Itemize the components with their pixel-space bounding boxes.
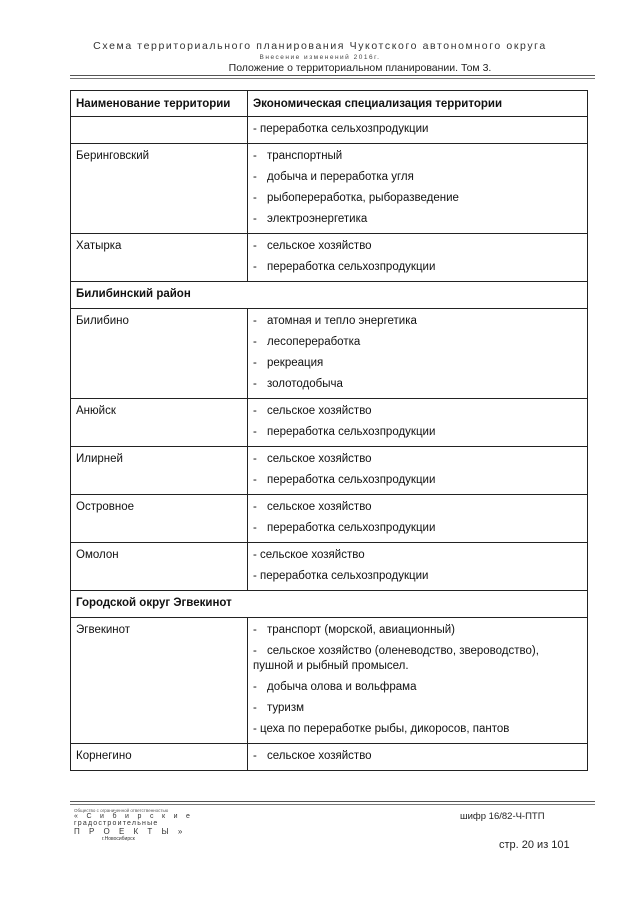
list-item-text: сельское хозяйство (267, 501, 372, 513)
footer-rule (70, 801, 595, 802)
territory-name: Илирней (71, 447, 248, 495)
table-section-row (71, 591, 588, 618)
list-item (253, 677, 582, 698)
specialization-list (248, 618, 588, 744)
list-item-text: - переработка сельхозпродукции (253, 123, 429, 135)
list-item-text: переработка сельхозпродукции (267, 261, 436, 273)
table-row (71, 399, 588, 447)
bullet-dash: - (253, 171, 257, 183)
list-item (253, 119, 582, 140)
bullet-dash: - (253, 426, 257, 438)
territory-name (71, 117, 248, 144)
territory-name: Билибино (71, 309, 248, 399)
table-header-row (71, 91, 588, 117)
list-item (253, 641, 582, 677)
list-item (253, 566, 582, 587)
page-number: стр. 20 из 101 (499, 839, 570, 851)
bullet-dash: - (253, 336, 257, 348)
bullet-dash: - (253, 750, 257, 762)
list-item (253, 311, 582, 332)
bullet-dash: - (253, 240, 257, 252)
table-row (71, 447, 588, 495)
table-body (71, 91, 588, 771)
table-row (71, 234, 588, 282)
bullet-dash: - (253, 702, 257, 714)
bullet-dash: - (253, 453, 257, 465)
specialization-list (248, 117, 588, 144)
header-volume: Положение о территориальном планировании. Том 3. (228, 62, 492, 74)
list-item-text: атомная и тепло энергетика (267, 315, 417, 327)
bullet-dash: - (253, 150, 257, 162)
table-row (71, 618, 588, 744)
header-rule-thin (70, 78, 595, 79)
list-item (253, 353, 582, 374)
bullet-dash: - (253, 522, 257, 534)
table-row (71, 543, 588, 591)
logo-word-3: П Р О Е К Т Ы » (74, 827, 186, 836)
table-row (71, 309, 588, 399)
list-item (253, 698, 582, 719)
list-item (253, 236, 582, 257)
specialization-list (248, 447, 588, 495)
list-item-text: сельское хозяйство (267, 240, 372, 252)
bullet-dash: - (253, 192, 257, 204)
bullet-dash: - (253, 315, 257, 327)
territory-name: Корнегино (71, 744, 248, 771)
bullet-dash: - (253, 357, 257, 369)
list-item-text: добыча олова и вольфрама (267, 681, 417, 693)
bullet-dash: - (253, 378, 257, 390)
list-item-text: сельское хозяйство (оленеводство, звероводство), пушной и рыбный промысел. (253, 645, 539, 672)
territory-name: Анюйск (71, 399, 248, 447)
list-item (253, 257, 582, 278)
list-item (253, 422, 582, 443)
bullet-dash: - (253, 474, 257, 486)
specialization-list (248, 495, 588, 543)
list-item-text: сельское хозяйство (267, 750, 372, 762)
table-section-row (71, 282, 588, 309)
bullet-dash: - (253, 645, 257, 657)
list-item-text: рекреация (267, 357, 324, 369)
list-item-text: транспорт (морской, авиационный) (267, 624, 455, 636)
footer-rule-thin (70, 804, 595, 805)
table-row (71, 744, 588, 771)
list-item-text: сельское хозяйство (267, 405, 372, 417)
list-item-text: переработка сельхозпродукции (267, 522, 436, 534)
header-subtitle: Внесение изменений 2016г. (259, 54, 381, 61)
list-item (253, 518, 582, 539)
list-item-text: переработка сельхозпродукции (267, 426, 436, 438)
logo-org-form: Общество с ограниченной ответственностью (74, 808, 169, 813)
page-header (0, 40, 640, 75)
bullet-dash: - (253, 681, 257, 693)
list-item (253, 188, 582, 209)
list-item-text: добыча и переработка угля (267, 171, 414, 183)
list-item (253, 719, 582, 740)
section-title: Городской округ Эгвекинот (71, 591, 588, 618)
specialization-list (248, 144, 588, 234)
list-item (253, 545, 582, 566)
bullet-dash: - (253, 624, 257, 636)
table-row (71, 144, 588, 234)
company-logo (74, 808, 194, 842)
list-item (253, 449, 582, 470)
list-item (253, 497, 582, 518)
specialization-list (248, 744, 588, 771)
list-item (253, 332, 582, 353)
logo-city: г.Новосибирск (102, 836, 135, 842)
table-row (71, 117, 588, 144)
section-title: Билибинский район (71, 282, 588, 309)
specialization-list (248, 234, 588, 282)
list-item-text: сельское хозяйство (267, 453, 372, 465)
list-item (253, 374, 582, 395)
table-row (71, 495, 588, 543)
bullet-dash: - (253, 501, 257, 513)
list-item-text: лесопереработка (267, 336, 361, 348)
list-item-text: - цеха по переработке рыбы, дикоросов, пантов (253, 723, 510, 735)
territory-name: Беринговский (71, 144, 248, 234)
list-item-text: - сельское хозяйство (253, 549, 365, 561)
list-item-text: рыбопереработка, рыборазведение (267, 192, 459, 204)
territory-name: Эгвекинот (71, 618, 248, 744)
list-item-text: - переработка сельхозпродукции (253, 570, 429, 582)
list-item (253, 209, 582, 230)
specialization-table (70, 90, 588, 771)
col-header-territory: Наименование территории (71, 91, 248, 117)
header-title: Схема территориального планирования Чукотского автономного округа (93, 40, 547, 52)
list-item (253, 401, 582, 422)
list-item (253, 146, 582, 167)
list-item (253, 470, 582, 491)
territory-name: Островное (71, 495, 248, 543)
bullet-dash: - (253, 405, 257, 417)
list-item-text: золотодобыча (267, 378, 343, 390)
list-item (253, 746, 582, 767)
specialization-list (248, 543, 588, 591)
list-item-text: туризм (267, 702, 305, 714)
list-item-text: переработка сельхозпродукции (267, 474, 436, 486)
list-item-text: электроэнергетика (267, 213, 368, 225)
list-item (253, 167, 582, 188)
bullet-dash: - (253, 213, 257, 225)
list-item (253, 620, 582, 641)
col-header-specialization: Экономическая специализация территории (248, 91, 588, 117)
specialization-list (248, 399, 588, 447)
territory-name: Хатырка (71, 234, 248, 282)
specialization-list (248, 309, 588, 399)
territory-name: Омолон (71, 543, 248, 591)
logo-word-1: « С и б и р с к и е (74, 813, 194, 820)
list-item-text: транспортный (267, 150, 343, 162)
document-cipher: шифр 16/82-Ч-ПТП (460, 811, 545, 822)
bullet-dash: - (253, 261, 257, 273)
logo-word-2: градостроительные (74, 820, 159, 827)
header-rule (70, 75, 595, 76)
